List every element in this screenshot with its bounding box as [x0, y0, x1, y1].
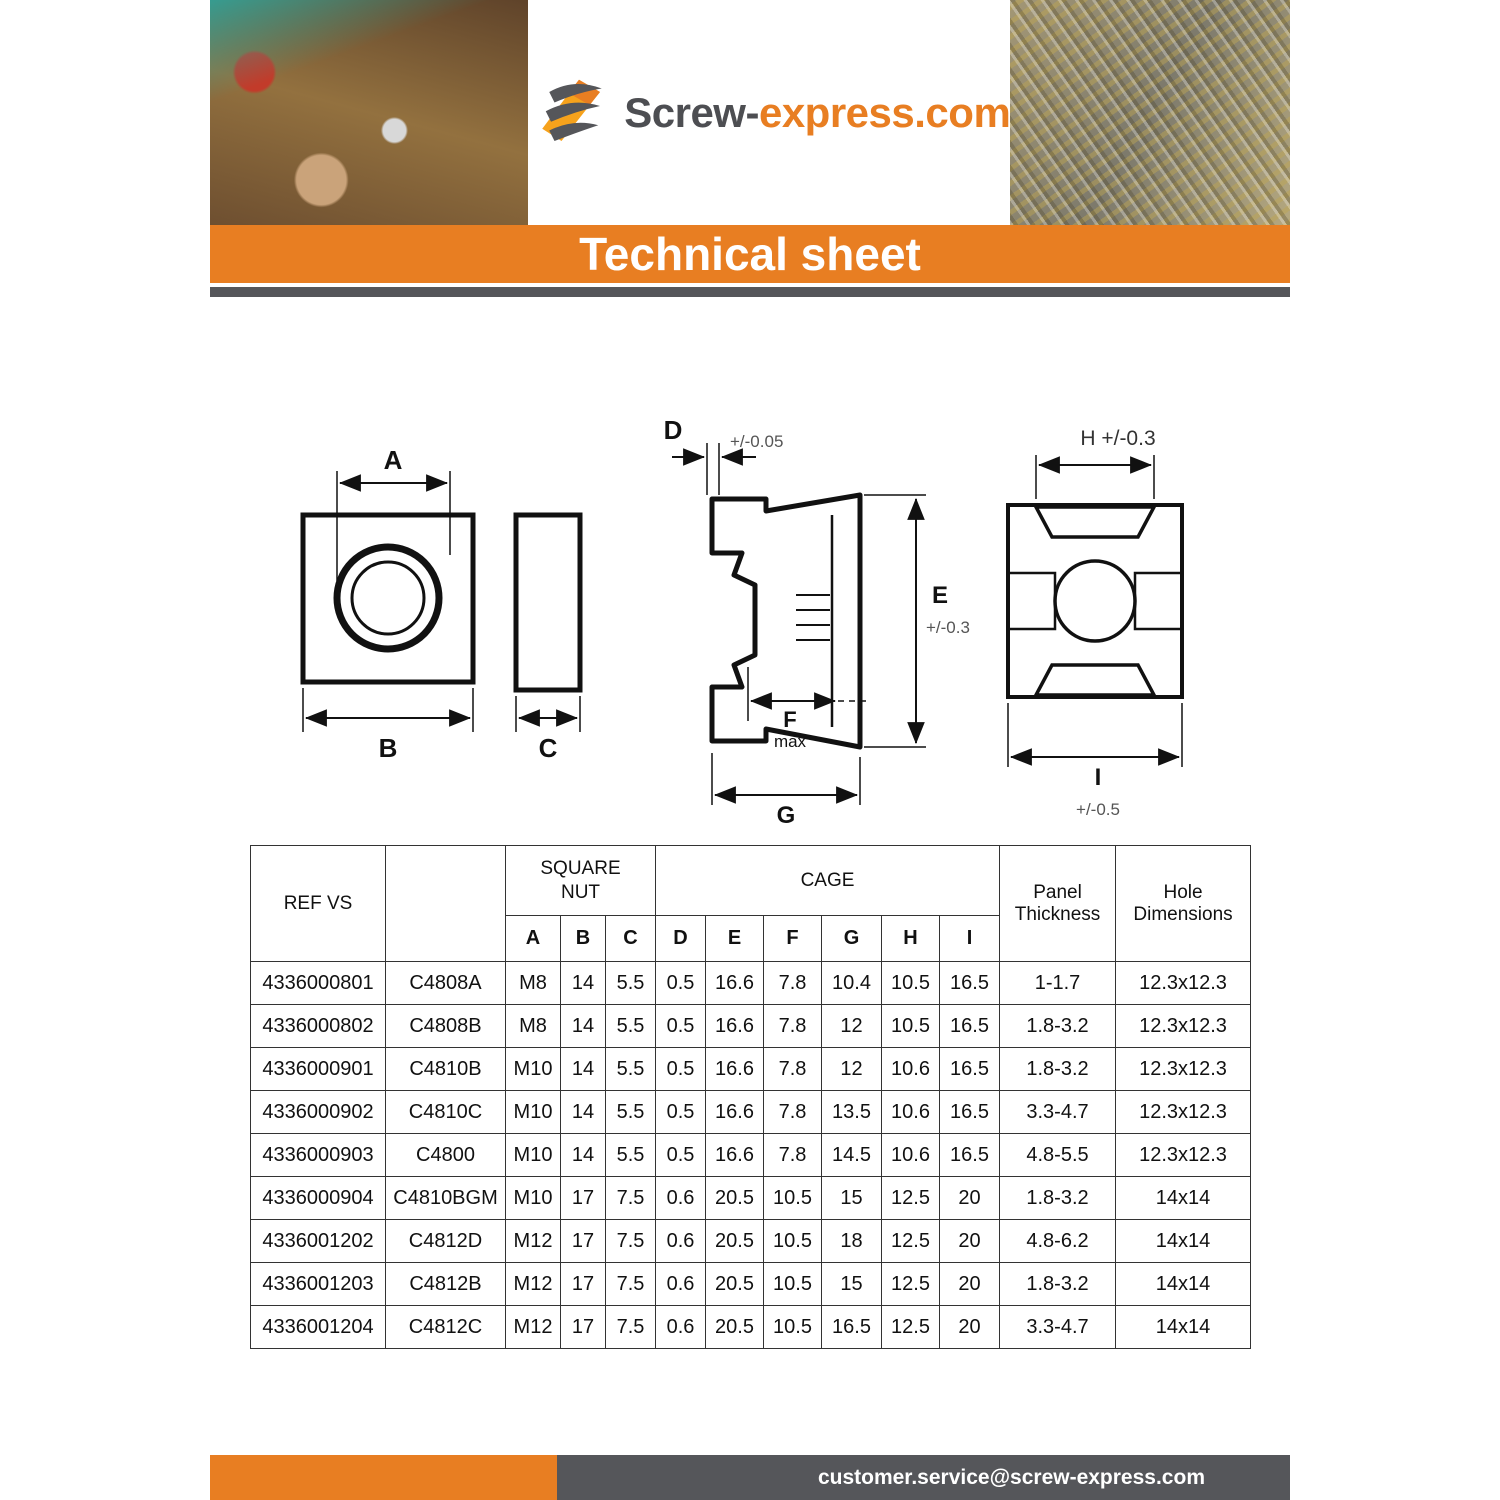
table-cell: 20.5	[706, 1306, 764, 1349]
table-cell: 4336001204	[251, 1306, 386, 1349]
table-cell: 17	[561, 1306, 606, 1349]
table-cell: 4336001203	[251, 1263, 386, 1306]
logo-icon	[528, 78, 616, 148]
footer-contact-bar	[557, 1455, 1290, 1500]
table-cell: 14	[561, 1134, 606, 1177]
table-row	[251, 1263, 1251, 1306]
table-row	[251, 1134, 1251, 1177]
table-cell: 5.5	[606, 1048, 656, 1091]
table-row	[251, 1005, 1251, 1048]
table-cell: 17	[561, 1177, 606, 1220]
logo-text-screw: Screw-	[624, 88, 759, 136]
table-cell: M10	[506, 1048, 561, 1091]
table-cell: M10	[506, 1177, 561, 1220]
table-cell: 4336000901	[251, 1048, 386, 1091]
logo-text	[624, 89, 1010, 137]
table-cell: 10.6	[882, 1091, 940, 1134]
table-cell: 13.5	[822, 1091, 882, 1134]
table-cell: 4336000802	[251, 1005, 386, 1048]
table-cell: 12.3x12.3	[1116, 962, 1251, 1005]
table-cell: 0.5	[656, 1048, 706, 1091]
table-cell: 15	[822, 1177, 882, 1220]
table-cell: 16.6	[706, 1134, 764, 1177]
table-cell: 3.3-4.7	[1000, 1091, 1116, 1134]
table-row	[251, 1220, 1251, 1263]
dim-tolerance-e: +/-0.3	[926, 618, 970, 637]
table-cell: 16.6	[706, 962, 764, 1005]
table-cell: 5.5	[606, 962, 656, 1005]
table-cell: 10.6	[882, 1134, 940, 1177]
table-cell: 12.5	[882, 1177, 940, 1220]
table-cell: 20.5	[706, 1220, 764, 1263]
header-panel-thickness: Panel Thickness	[1000, 846, 1116, 962]
table-cell: 20	[940, 1177, 1000, 1220]
table-cell: 10.5	[764, 1306, 822, 1349]
table-cell: 7.5	[606, 1177, 656, 1220]
table-row	[251, 1306, 1251, 1349]
table-row	[251, 1177, 1251, 1220]
table-cell: 16.6	[706, 1005, 764, 1048]
table-cell: 5.5	[606, 1005, 656, 1048]
table-cell: 1.8-3.2	[1000, 1048, 1116, 1091]
table-cell: C4808A	[386, 962, 506, 1005]
table-cell: 4.8-5.5	[1000, 1134, 1116, 1177]
table-cell: 4336000903	[251, 1134, 386, 1177]
table-cell: 16.5	[940, 962, 1000, 1005]
spec-table	[250, 845, 1251, 1349]
dim-label-e: E	[932, 582, 949, 609]
header-ref-vs: REF VS	[251, 846, 386, 962]
table-cell: 16.5	[940, 1134, 1000, 1177]
table-cell: 1-1.7	[1000, 962, 1116, 1005]
technical-drawings	[210, 405, 1290, 840]
table-cell: 16.5	[940, 1091, 1000, 1134]
square-nut-side-view	[516, 515, 580, 732]
col-header-f: F	[764, 916, 822, 962]
table-cell: 0.6	[656, 1263, 706, 1306]
col-header-d: D	[656, 916, 706, 962]
table-cell: 1.8-3.2	[1000, 1005, 1116, 1048]
table-cell: 1.8-3.2	[1000, 1263, 1116, 1306]
table-cell: 14x14	[1116, 1306, 1251, 1349]
col-header-a: A	[506, 916, 561, 962]
table-body	[251, 962, 1251, 1349]
table-cell: M12	[506, 1263, 561, 1306]
table-cell: C4812C	[386, 1306, 506, 1349]
col-header-i: I	[940, 916, 1000, 962]
footer-accent-bar	[210, 1455, 557, 1500]
table-cell: M12	[506, 1306, 561, 1349]
header-part-name	[386, 846, 506, 962]
table-cell: 20	[940, 1220, 1000, 1263]
table-cell: 12.5	[882, 1263, 940, 1306]
cage-nut-top-view	[1008, 455, 1182, 767]
divider-bar	[210, 287, 1290, 297]
table-cell: C4810C	[386, 1091, 506, 1134]
col-header-e: E	[706, 916, 764, 962]
table-cell: C4810B	[386, 1048, 506, 1091]
table-cell: 0.5	[656, 1005, 706, 1048]
dim-label-f: F	[783, 707, 797, 732]
col-header-g: G	[822, 916, 882, 962]
table-cell: 10.5	[764, 1177, 822, 1220]
col-header-h: H	[882, 916, 940, 962]
table-cell: C4812B	[386, 1263, 506, 1306]
screws-photo	[1010, 0, 1290, 225]
table-cell: 7.5	[606, 1220, 656, 1263]
table-cell: 12.5	[882, 1306, 940, 1349]
dim-tolerance-d: +/-0.05	[730, 432, 784, 451]
table-cell: 10.5	[882, 962, 940, 1005]
dim-label-d: D	[663, 415, 683, 445]
dim-label-b: B	[378, 733, 398, 763]
table-cell: 0.5	[656, 1134, 706, 1177]
table-cell: 18	[822, 1220, 882, 1263]
table-cell: 14	[561, 1091, 606, 1134]
table-cell: 7.8	[764, 1048, 822, 1091]
dim-label-g: G	[776, 802, 796, 829]
table-cell: 4.8-6.2	[1000, 1220, 1116, 1263]
table-cell: 10.5	[764, 1263, 822, 1306]
header-square-nut	[506, 846, 656, 916]
table-cell: 12.3x12.3	[1116, 1134, 1251, 1177]
logo	[528, 0, 1010, 225]
table-cell: 17	[561, 1263, 606, 1306]
dim-label-i: I	[1094, 764, 1102, 791]
table-cell: 12.3x12.3	[1116, 1048, 1251, 1091]
table-row	[251, 962, 1251, 1005]
dim-label-c: C	[538, 733, 558, 763]
table-cell: 14x14	[1116, 1263, 1251, 1306]
dim-tolerance-i: +/-0.5	[1076, 800, 1120, 819]
table-cell: 7.8	[764, 1091, 822, 1134]
table-cell: 16.6	[706, 1091, 764, 1134]
table-row	[251, 1048, 1251, 1091]
table-cell: M10	[506, 1091, 561, 1134]
table-cell: 4336000801	[251, 962, 386, 1005]
header-cage: CAGE	[656, 846, 1000, 916]
table-cell: 7.8	[764, 962, 822, 1005]
table-cell: 4336000902	[251, 1091, 386, 1134]
table-cell: 14	[561, 1048, 606, 1091]
table-cell: 10.6	[882, 1048, 940, 1091]
page-header	[210, 0, 1290, 225]
table-cell: M8	[506, 1005, 561, 1048]
table-cell: M12	[506, 1220, 561, 1263]
title-banner: Technical sheet	[210, 225, 1290, 283]
table-cell: 12.3x12.3	[1116, 1091, 1251, 1134]
table-cell: 16.5	[940, 1005, 1000, 1048]
table-cell: 20.5	[706, 1263, 764, 1306]
table-row	[251, 1091, 1251, 1134]
table-cell: 16.5	[822, 1306, 882, 1349]
table-cell: 12.3x12.3	[1116, 1005, 1251, 1048]
dim-label-a: A	[383, 445, 403, 475]
table-cell: 20	[940, 1263, 1000, 1306]
table-cell: 20.5	[706, 1177, 764, 1220]
table-cell: 20	[940, 1306, 1000, 1349]
table-cell: 4336000904	[251, 1177, 386, 1220]
table-cell: 0.6	[656, 1306, 706, 1349]
table-cell: 10.4	[822, 962, 882, 1005]
table-cell: 7.8	[764, 1134, 822, 1177]
table-cell: 0.6	[656, 1177, 706, 1220]
table-cell: 5.5	[606, 1091, 656, 1134]
dim-label-f-max: max	[773, 732, 807, 751]
table-cell: C4810BGM	[386, 1177, 506, 1220]
table-cell: 7.8	[764, 1005, 822, 1048]
table-cell: 7.5	[606, 1306, 656, 1349]
table-cell: 14	[561, 1005, 606, 1048]
header-square-nut-label: SQUARE NUT	[540, 857, 621, 903]
table-cell: 12.5	[882, 1220, 940, 1263]
table-cell: 4336001202	[251, 1220, 386, 1263]
table-cell: 0.5	[656, 962, 706, 1005]
table-cell: 12	[822, 1048, 882, 1091]
spec-table-wrap	[250, 845, 1250, 1349]
col-header-c: C	[606, 916, 656, 962]
table-cell: 14x14	[1116, 1220, 1251, 1263]
table-cell: 0.6	[656, 1220, 706, 1263]
table-cell: 16.6	[706, 1048, 764, 1091]
table-cell: C4800	[386, 1134, 506, 1177]
logo-text-express: express.com	[758, 88, 1011, 136]
table-cell: 10.5	[882, 1005, 940, 1048]
table-cell: M8	[506, 962, 561, 1005]
table-cell: 14	[561, 962, 606, 1005]
table-cell: C4808B	[386, 1005, 506, 1048]
col-header-b: B	[561, 916, 606, 962]
dim-label-h: H +/-0.3	[1080, 427, 1156, 450]
table-cell: 3.3-4.7	[1000, 1306, 1116, 1349]
table-cell: 7.5	[606, 1263, 656, 1306]
table-cell: 14.5	[822, 1134, 882, 1177]
table-cell: 1.8-3.2	[1000, 1177, 1116, 1220]
technical-sheet-page	[210, 0, 1290, 1500]
table-cell: 14x14	[1116, 1177, 1251, 1220]
table-cell: 12	[822, 1005, 882, 1048]
table-cell: C4812D	[386, 1220, 506, 1263]
header-hole-dimensions: Hole Dimensions	[1116, 846, 1251, 962]
table-cell: 16.5	[940, 1048, 1000, 1091]
table-cell: M10	[506, 1134, 561, 1177]
page-footer	[210, 1455, 1290, 1500]
table-cell: 0.5	[656, 1091, 706, 1134]
table-cell: 17	[561, 1220, 606, 1263]
table-cell: 15	[822, 1263, 882, 1306]
table-cell: 5.5	[606, 1134, 656, 1177]
contact-email: customer.service@screw-express.com	[817, 1465, 1205, 1489]
workbench-photo	[210, 0, 528, 225]
table-cell: 10.5	[764, 1220, 822, 1263]
square-nut-front-view	[303, 471, 473, 732]
